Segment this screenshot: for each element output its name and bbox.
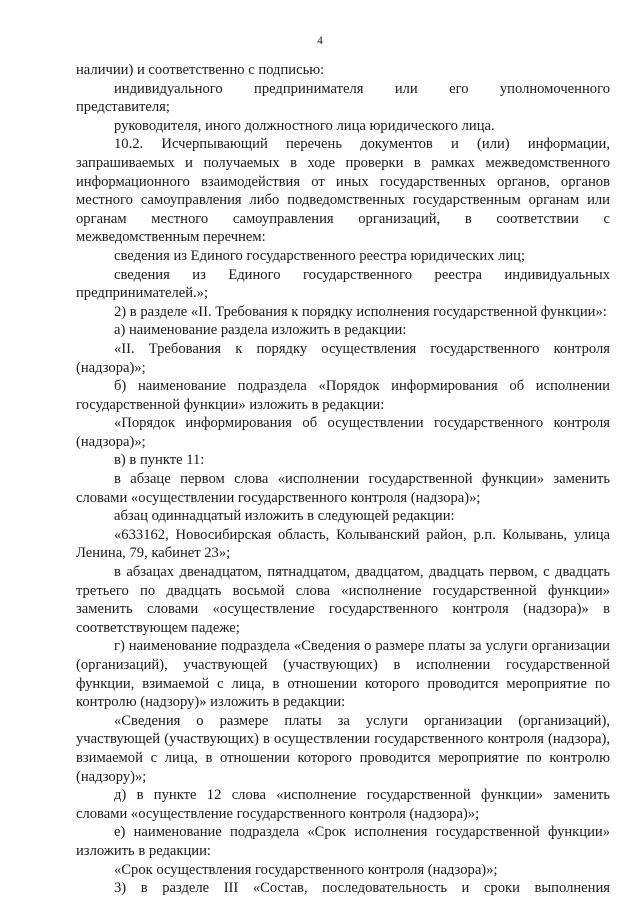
paragraph: 10.2. Исчерпывающий перечень документов и (или) информации, запрашиваемых и получаемых в ходе проверки в рамках межведомственного информационного взаимодействия от иных государственных органов, органов местного самоуправления либо подведомственных государственным органам или органам местного самоуправления организаций, в соответствии с межведомственным перечнем: [76,136,610,246]
paragraph: 2) в разделе «II. Требования к порядку исполнения государственной функции»: [114,303,607,320]
page-number: 4 [317,35,323,47]
paragraph: а) наименование раздела изложить в редакции: [114,322,407,339]
paragraph: руководителя, иного должностного лица юридического лица. [114,117,495,134]
paragraph: в абзаце первом слова «исполнении государственной функции» заменить словами «осуществлении государственного контроля (надзора)»; [76,471,610,506]
paragraph: сведения из Единого государственного реестра индивидуальных предпринимателей.»; [76,266,610,302]
paragraph: г) наименование подраздела «Сведения о размере платы за услуги организации (организаций), участвующей (участвующих) в исполнении государственной функции, взимаемой с лица, в отношении которого проводится мероприятие по контролю (надзору)» изложить в редакции: [76,638,610,711]
paragraph: сведения из Единого государственного реестра юридических лиц; [114,247,526,264]
document-body [76,61,610,898]
paragraph: наличии) и соответственно с подписью: [76,62,325,78]
paragraph: «633162, Новосибирская область, Колыванский район, р.п. Колывань, улица Ленина, 79, кабинет 23»; [76,526,610,562]
paragraph: д) в пункте 12 слова «исполнение государственной функции» заменить словами «осуществление государственного контроля (надзора)»; [76,787,610,822]
paragraph: индивидуального предпринимателя или его уполномоченного [114,80,610,97]
paragraph: «Срок осуществления государственного контроля (надзора)»; [114,861,498,878]
paragraph: б) наименование подраздела «Порядок информирования об исполнении государственной функции» изложить в редакции: [76,378,610,413]
paragraph: в абзацах двенадцатом, пятнадцатом, двадцатом, двадцать первом, с двадцать третьего по двадцать восьмой слова «исполнение государственной функции» заменить словами «осуществление государственного контроля (надзора)» в соответствующем падеже; [76,564,610,636]
paragraph: «Порядок информирования об осуществлении государственного контроля (надзора)»; [76,415,610,450]
paragraph: абзац одиннадцатый изложить в следующей редакции: [114,508,455,525]
paragraph: «Сведения о размере платы за услуги организации (организаций), участвующей (участвующих) в осуществлении государственного контроля (надзора), взимаемой с лица, в отношении которого проводится мероприятие по контролю (надзору)»; [76,712,610,785]
paragraph: в) в пункте 11: [114,452,205,469]
paragraph: 3) в разделе III «Состав, последовательность и сроки выполнения [114,880,610,897]
paragraph: «II. Требования к порядку осуществления государственного контроля (надзора)»; [76,340,610,376]
paragraph: е) наименование подраздела «Срок исполнения государственной функции» изложить в редакции: [76,824,610,859]
paragraph: представителя; [76,99,170,116]
